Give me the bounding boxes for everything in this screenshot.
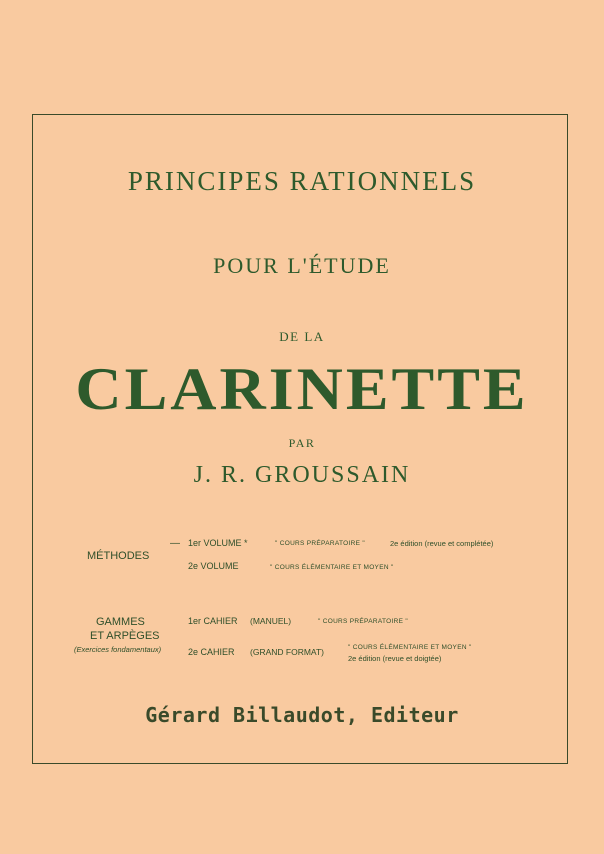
gammes-label-2: ET ARPÈGES [90, 630, 160, 642]
methodes-dash: — [170, 538, 180, 549]
by-label: PAR [288, 436, 316, 450]
cahier-1-format: (MANUEL) [250, 616, 292, 626]
volume-1-course: " COURS PRÉPARATOIRE " [275, 540, 365, 547]
volume-1-edition: 2e édition (revue et complétée) [390, 539, 494, 548]
publisher-name: Gérard Billaudot, Editeur [145, 703, 459, 727]
cahier-2-format: (GRAND FORMAT) [250, 647, 324, 657]
volume-2-course: " COURS ÉLÉMENTAIRE ET MOYEN " [270, 564, 394, 571]
cahier-1-name: 1er CAHIER [188, 616, 238, 626]
title-line-1: PRINCIPES RATIONNELS [127, 166, 477, 196]
methodes-label: MÉTHODES [87, 550, 150, 562]
author-name: J. R. GROUSSAIN [193, 462, 411, 488]
cahier-2-course: " COURS ÉLÉMENTAIRE ET MOYEN " [348, 644, 472, 651]
title-line-2: POUR L'ÉTUDE [213, 253, 391, 278]
cahier-2-edition: 2e édition (revue et doigtée) [348, 654, 442, 663]
gammes-label-1: GAMMES [96, 616, 145, 628]
cahier-1-course: " COURS PRÉPARATOIRE " [318, 618, 408, 625]
gammes-label-3: (Exercices fondamentaux) [74, 645, 162, 654]
title-line-3: DE LA [279, 329, 325, 344]
cahier-2-name: 2e CAHIER [188, 647, 235, 657]
instrument-title: CLARINETTE [75, 354, 529, 423]
volume-1-name: 1er VOLUME * [188, 538, 248, 548]
volume-2-name: 2e VOLUME [188, 561, 239, 571]
